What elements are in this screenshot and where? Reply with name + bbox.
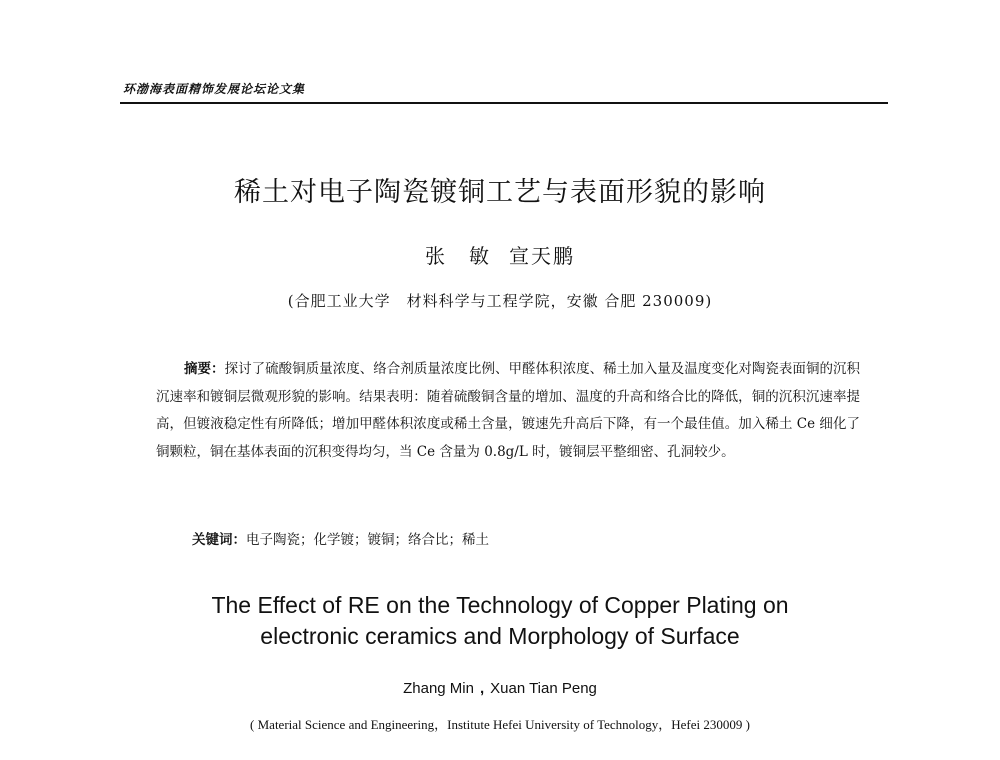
english-author-2: Xuan Tian Peng (490, 680, 597, 697)
chinese-abstract (156, 356, 860, 466)
header-rule (120, 102, 888, 104)
chinese-affiliation: (合肥工业大学 材料科学与工程学院，安徽 合肥 230009) (287, 292, 713, 310)
chinese-title: 稀土对电子陶瓷镀铜工艺与表面形貌的影响 (234, 177, 766, 208)
chinese-authors (0, 240, 1000, 269)
keywords-label: 关键词： (192, 532, 246, 548)
english-author-1: Zhang Min (403, 680, 474, 697)
abstract-label: 摘要： (184, 361, 225, 377)
english-authors (0, 680, 1000, 697)
author-separator: , (479, 680, 485, 697)
english-title (0, 590, 1000, 652)
english-title-line-2: electronic ceramics and Morphology of Surface (260, 623, 740, 649)
chinese-author-2: 宣天鹏 (509, 244, 575, 268)
english-affiliation: ( Material Science and Engineering，Institute Hefei University of Technology，Hefei 230009 ) (250, 717, 750, 732)
keywords-text: 电子陶瓷；化学镀；镀铜；络合比；稀土 (246, 532, 489, 548)
english-title-line-1: The Effect of RE on the Technology of Copper Plating on (211, 592, 789, 618)
chinese-author-1: 张 敏 (425, 244, 491, 268)
running-header: 环渤海表面精饰发展论坛论文集 (123, 82, 306, 96)
chinese-keywords (192, 528, 489, 548)
abstract-text: 探讨了硫酸铜质量浓度、络合剂质量浓度比例、甲醛体积浓度、稀土加入量及温度变化对陶瓷表面铜的沉积沉速率和镀铜层微观形貌的影响。结果表明：随着硫酸铜含量的增加、温度的升高和络合比的降低，铜的沉积沉速率提高，但镀液稳定性有所降低；增加甲醛体积浓度或稀土含量，镀速先升高后下降，有一个最佳值。加入稀土 Ce 细化了铜颗粒，铜在基体表面的沉积变得均匀，当 Ce 含量为 0.8g/L 时，镀铜层平整细密、孔洞较少。 (156, 361, 860, 460)
